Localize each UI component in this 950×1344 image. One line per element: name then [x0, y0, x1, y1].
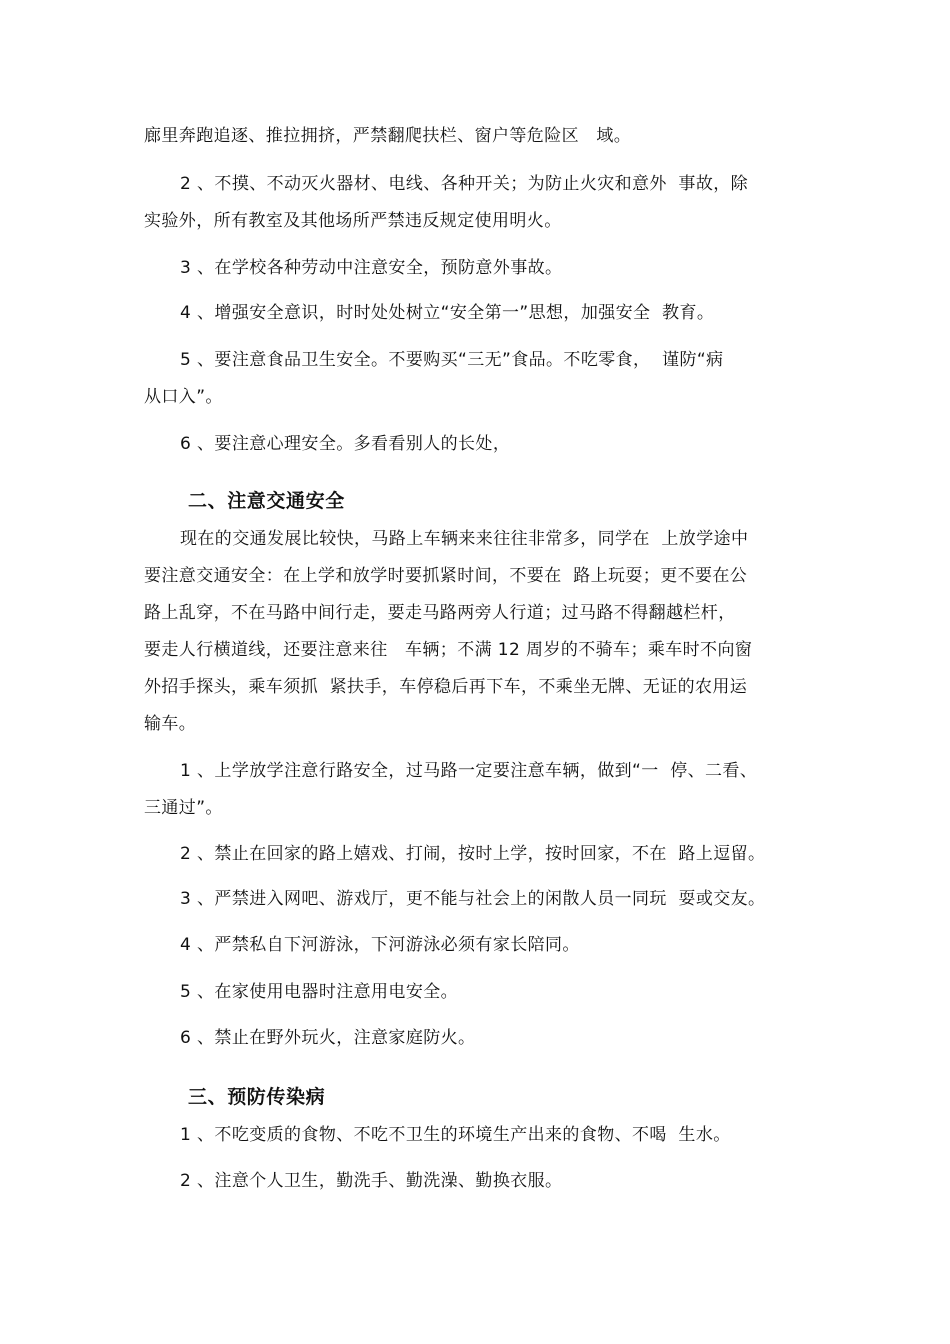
- paragraph-line: 廊里奔跑追逐、推拉拥挤，严禁翻爬扶栏、窗户等危险区 域。: [144, 126, 632, 146]
- traffic-list-item-5: 5 、在家使用电器时注意用电安全。: [180, 982, 459, 1002]
- paragraph-traffic-line-4: 要走人行横道线，还要注意来往 车辆；不满 12 周岁的不骑车；乘车时不向窗: [144, 640, 753, 660]
- paragraph-traffic-line-1: 现在的交通发展比较快，马路上车辆来来往往非常多，同学在 上放学途中: [180, 529, 749, 549]
- paragraph-traffic-line-5: 外招手探头，乘车须抓 紧扶手，车停稳后再下车，不乘坐无牌、无证的农用运: [144, 677, 748, 697]
- list-item-2-line-1: 2 、不摸、不动灭火器材、电线、各种开关；为防止火灾和意外 事故，除: [180, 174, 749, 194]
- traffic-list-item-2: 2 、禁止在回家的路上嬉戏、打闹，按时上学，按时回家，不在 路上逗留。: [180, 844, 766, 864]
- traffic-list-item-6: 6 、禁止在野外玩火，注意家庭防火。: [180, 1028, 476, 1048]
- paragraph-traffic-line-6: 输车。: [144, 714, 197, 734]
- list-item-3: 3 、在学校各种劳动中注意安全，预防意外事故。: [180, 258, 563, 278]
- paragraph-traffic-line-2: 要注意交通安全：在上学和放学时要抓紧时间，不要在 路上玩耍；更不要在公: [144, 566, 748, 586]
- list-item-5-line-1: 5 、要注意食品卫生安全。不要购买“三无”食品。不吃零食， 谨防“病: [180, 350, 724, 370]
- traffic-list-item-1-line-2: 三通过”。: [144, 798, 223, 818]
- traffic-list-item-3: 3 、严禁进入网吧、游戏厅，更不能与社会上的闲散人员一同玩 耍或交友。: [180, 889, 766, 909]
- section-heading-traffic-safety: 二、注意交通安全: [188, 490, 345, 512]
- list-item-4: 4 、增强安全意识，时时处处树立“安全第一”思想，加强安全 教育。: [180, 303, 715, 323]
- section-heading-disease-prevention: 三、预防传染病: [188, 1086, 326, 1108]
- list-item-5-line-2: 从口入”。: [144, 387, 223, 407]
- paragraph-traffic-line-3: 路上乱穿，不在马路中间行走，要走马路两旁人行道；过马路不得翻越栏杆，: [144, 603, 736, 623]
- disease-list-item-2: 2 、注意个人卫生，勤洗手、勤洗澡、勤换衣服。: [180, 1171, 563, 1191]
- traffic-list-item-4: 4 、严禁私自下河游泳，下河游泳必须有家长陪同。: [180, 935, 580, 955]
- list-item-2-line-2: 实验外，所有教室及其他场所严禁违反规定使用明火。: [144, 211, 562, 231]
- traffic-list-item-1-line-1: 1 、上学放学注意行路安全，过马路一定要注意车辆，做到“一 停、二看、: [180, 761, 758, 781]
- list-item-6: 6 、要注意心理安全。多看看别人的长处，: [180, 434, 511, 454]
- disease-list-item-1: 1 、不吃变质的食物、不吃不卫生的环境生产出来的食物、不喝 生水。: [180, 1125, 731, 1145]
